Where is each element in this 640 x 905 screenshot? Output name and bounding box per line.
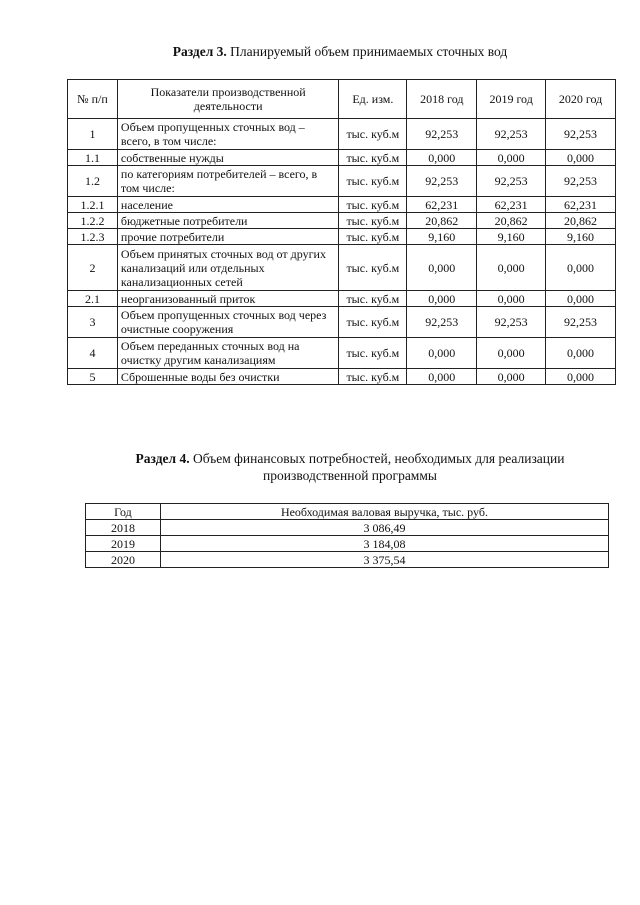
section-3-title-number: Раздел 3.	[172, 44, 227, 59]
row-value-2018: 20,862	[407, 213, 477, 229]
row-number: 2.1	[68, 291, 118, 307]
table-row	[86, 520, 609, 536]
row-indicator: население	[117, 197, 338, 213]
table-header-row	[86, 504, 609, 520]
row-value-2019: 9,160	[477, 229, 546, 245]
financial-needs-table	[85, 503, 609, 568]
table-row	[68, 197, 616, 213]
row-value-2018: 92,253	[407, 119, 477, 150]
row-value-2018: 62,231	[407, 197, 477, 213]
row-year: 2018	[86, 520, 161, 536]
row-value-2018: 0,000	[407, 150, 477, 166]
row-value-2018: 0,000	[407, 245, 477, 291]
row-year: 2019	[86, 536, 161, 552]
row-indicator: неорганизованный приток	[117, 291, 338, 307]
row-value-2019: 92,253	[477, 166, 546, 197]
row-indicator: по категориям потребителей – всего, в том числе:	[117, 166, 338, 197]
row-unit: тыс. куб.м	[339, 197, 407, 213]
row-value-2018: 0,000	[407, 291, 477, 307]
row-number: 1.2.1	[68, 197, 118, 213]
row-value-2020: 9,160	[546, 229, 616, 245]
section-4-title-number: Раздел 4.	[135, 451, 190, 466]
header-unit: Ед. изм.	[339, 80, 407, 119]
row-value-2020: 20,862	[546, 213, 616, 229]
row-value-2020: 92,253	[546, 166, 616, 197]
header-num: № п/п	[68, 80, 118, 119]
row-number: 5	[68, 369, 118, 385]
row-value-2020: 0,000	[546, 245, 616, 291]
table-row	[68, 291, 616, 307]
row-number: 1.1	[68, 150, 118, 166]
table-header-row	[68, 80, 616, 119]
header-revenue: Необходимая валовая выручка, тыс. руб.	[160, 504, 608, 520]
row-unit: тыс. куб.м	[339, 213, 407, 229]
row-number: 1	[68, 119, 118, 150]
row-unit: тыс. куб.м	[339, 338, 407, 369]
row-value-2019: 0,000	[477, 338, 546, 369]
row-value-2018: 9,160	[407, 229, 477, 245]
row-indicator: Объем принятых сточных вод от других канализаций или отдельных канализационных сетей	[117, 245, 338, 291]
row-indicator: Объем пропущенных сточных вод через очистные сооружения	[117, 307, 338, 338]
table-row	[68, 150, 616, 166]
row-number: 4	[68, 338, 118, 369]
row-value-2020: 62,231	[546, 197, 616, 213]
row-value-2020: 0,000	[546, 369, 616, 385]
row-number: 3	[68, 307, 118, 338]
row-number: 1.2.3	[68, 229, 118, 245]
row-unit: тыс. куб.м	[339, 166, 407, 197]
header-2020: 2020 год	[546, 80, 616, 119]
row-unit: тыс. куб.м	[339, 229, 407, 245]
row-value-2020: 0,000	[546, 291, 616, 307]
row-revenue: 3 184,08	[160, 536, 608, 552]
table-row	[68, 213, 616, 229]
header-2018: 2018 год	[407, 80, 477, 119]
row-year: 2020	[86, 552, 161, 568]
row-value-2018: 0,000	[407, 338, 477, 369]
row-value-2019: 92,253	[477, 307, 546, 338]
row-revenue: 3 086,49	[160, 520, 608, 536]
table-row	[68, 369, 616, 385]
row-value-2019: 0,000	[477, 369, 546, 385]
row-number: 2	[68, 245, 118, 291]
row-unit: тыс. куб.м	[339, 369, 407, 385]
row-value-2019: 0,000	[477, 150, 546, 166]
row-value-2019: 20,862	[477, 213, 546, 229]
row-value-2020: 92,253	[546, 119, 616, 150]
table-row	[86, 536, 609, 552]
row-value-2020: 0,000	[546, 338, 616, 369]
wastewater-volume-table	[67, 79, 616, 385]
table-row	[68, 229, 616, 245]
row-value-2019: 0,000	[477, 245, 546, 291]
row-indicator: бюджетные потребители	[117, 213, 338, 229]
table-row	[86, 552, 609, 568]
section-4-title	[90, 450, 610, 484]
row-value-2018: 92,253	[407, 307, 477, 338]
row-unit: тыс. куб.м	[339, 119, 407, 150]
row-indicator: Объем переданных сточных вод на очистку другим канализациям	[117, 338, 338, 369]
row-indicator: Объем пропущенных сточных вод – всего, в том числе:	[117, 119, 338, 150]
row-indicator: прочие потребители	[117, 229, 338, 245]
table-row	[68, 119, 616, 150]
table-row	[68, 166, 616, 197]
row-number: 1.2.2	[68, 213, 118, 229]
row-number: 1.2	[68, 166, 118, 197]
row-revenue: 3 375,54	[160, 552, 608, 568]
table-row	[68, 307, 616, 338]
header-year: Год	[86, 504, 161, 520]
row-unit: тыс. куб.м	[339, 307, 407, 338]
row-value-2019: 92,253	[477, 119, 546, 150]
row-value-2020: 92,253	[546, 307, 616, 338]
row-unit: тыс. куб.м	[339, 150, 407, 166]
row-unit: тыс. куб.м	[339, 245, 407, 291]
row-unit: тыс. куб.м	[339, 291, 407, 307]
header-indicator: Показатели производственной деятельности	[117, 80, 338, 119]
row-value-2019: 62,231	[477, 197, 546, 213]
section-3-title-text: Планируемый объем принимаемых сточных вод	[226, 44, 508, 59]
row-value-2018: 92,253	[407, 166, 477, 197]
row-indicator: собственные нужды	[117, 150, 338, 166]
row-value-2020: 0,000	[546, 150, 616, 166]
section-4-title-text: Объем финансовых потребностей, необходимых для реализации производственной программы	[189, 451, 565, 483]
row-value-2018: 0,000	[407, 369, 477, 385]
header-2019: 2019 год	[477, 80, 546, 119]
row-indicator: Сброшенные воды без очистки	[117, 369, 338, 385]
table-row	[68, 338, 616, 369]
section-3-title	[60, 43, 620, 60]
table-row	[68, 245, 616, 291]
row-value-2019: 0,000	[477, 291, 546, 307]
